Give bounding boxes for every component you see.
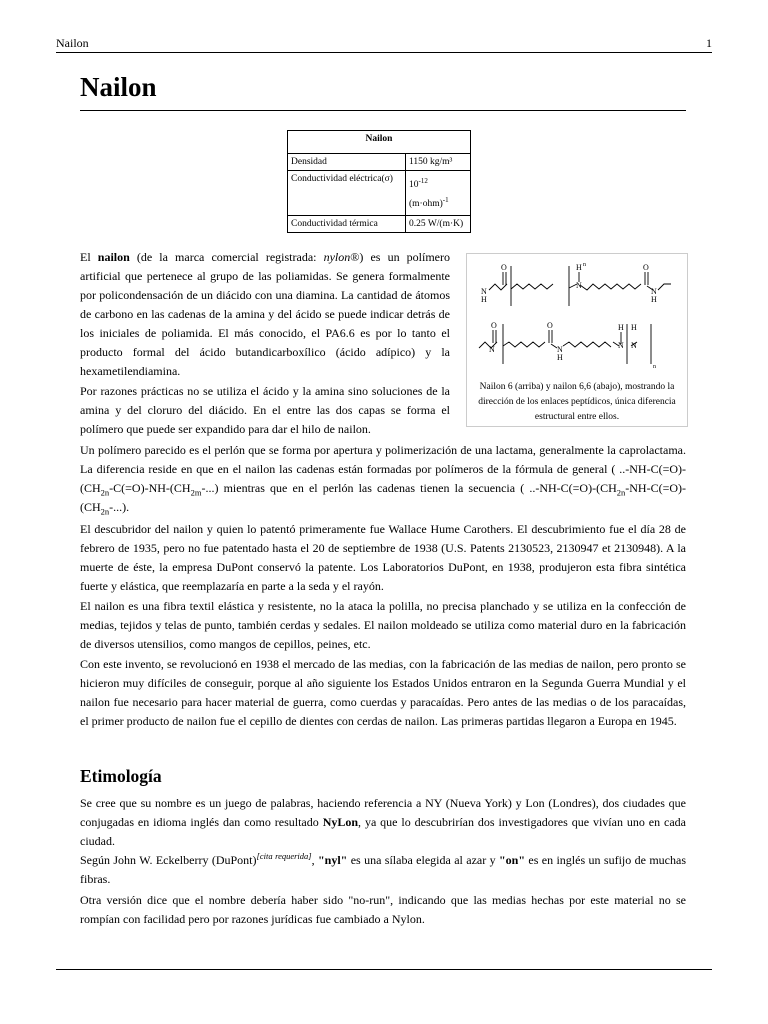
footer-rule: [56, 969, 712, 970]
subscript: n: [621, 487, 626, 498]
value-base: 10: [409, 180, 419, 191]
subscript: n: [104, 487, 110, 498]
subscript: 2: [100, 506, 105, 517]
infobox-label: Conductividad térmica: [288, 216, 406, 233]
infobox-label: Densidad: [288, 154, 406, 171]
infobox-value: [406, 171, 471, 216]
figure-caption: Nailon 6 (arriba) y nailon 6,6 (abajo), mostrando la dirección de los enlaces peptídicos, única diferencia estructural entre ellos.: [478, 382, 676, 422]
text-run: -...) mientras que en el perlón las cadenas tienen la secuencia ( ..-NH-C(=O)-(CH: [201, 481, 617, 495]
atom-label: O: [547, 321, 553, 330]
paragraph-discovery: El descubridor del nailon y quien lo patentó primeramente fue Wallace Hume Carothers. El descubrimiento fue el día 28 de febrero de 1935, pero no fue patentado hasta el 20 de septiembre de 1938 (U.S. Patents 2130523, 2130947 et 2130948). A la muerte de éste, la empresa DuPont conservó la patente. Los Laboratorios DuPont, en 1938, produjeron esta fibra sintética fuerte y elástica, que reemplazaría en parte a la seda y el rayón.: [80, 522, 686, 593]
atom-label: O: [643, 263, 649, 272]
infobox-row: [288, 216, 471, 233]
subscript: 2: [190, 487, 195, 498]
section-heading-etymology: Etimología: [80, 766, 162, 786]
atom-label: N: [651, 287, 657, 296]
bold-term: "nyl": [317, 853, 348, 867]
value-unit: (m·ohm): [409, 199, 443, 210]
atom-label: N: [631, 341, 637, 350]
atom-label: N: [618, 341, 624, 350]
value-exponent: -12: [418, 177, 428, 185]
subscript: n: [104, 506, 110, 517]
atom-label: H: [651, 295, 657, 304]
value-unit-exponent: -1: [442, 196, 449, 205]
article-title: Nailon: [80, 72, 157, 102]
text-run: ®) es un polímero artificial que pertenece al grupo de las poliamidas. Se genera formalmente por policondensación de un diácido con una diamina. La cantidad de átomos de carbono en las cadenas de la amina y del ácido se puede indicar detrás de los iniciales de poliamida. El más conocido, el PA6.6 es por lo tanto el producto formal del ácido butandicarboxílico (ácido adípico) y la hexametilendiamina.: [80, 250, 450, 378]
paragraph-etymology-1: [80, 794, 686, 851]
paragraph-history: Con este invento, se revolucionó en 1938 el mercado de las medias, con la fabricación de las medias de nailon, pero pronto se hicieron muy difíciles de conseguir, porque al año siguiente los Estados Unidos entraron en la Segunda Guerra Mundial y el nailon fue necesario para hacer material de guerra, como cuerdas y paracaídas. Pero antes de las medias o de los paracaídas, el primer producto de nailon fue el cepillo de dientes con cerdas de nailon. Las primeras partidas llegaron a Europa en 1945.: [80, 657, 686, 728]
text-run: Se cree que su nombre es un juego de palabras, haciendo referencia a NY (Nueva York) y Lon (Londres), dos ciudades que conjugadas en idioma inglés dan como resultado: [80, 796, 686, 829]
paragraph-perlon: [80, 441, 686, 517]
bold-term: NyLon: [322, 815, 359, 829]
atom-label: O: [491, 321, 497, 330]
text-run: -NH-C(=O)-(CH: [80, 481, 686, 514]
infobox: [287, 130, 471, 233]
running-title: Nailon: [56, 36, 89, 50]
atom-label: N: [489, 345, 495, 354]
bold-term: nailon: [97, 250, 130, 264]
bold-term: "on": [499, 853, 525, 867]
page-number: 1: [706, 36, 712, 50]
atom-label: N: [576, 281, 582, 290]
nylon-structures-diagram: [473, 258, 681, 380]
structure-figure: [466, 253, 688, 427]
text-run: , ya que lo descubrirían dos investigadores que vivían uno en cada ciudad.: [80, 815, 687, 848]
text-run: El: [80, 250, 98, 264]
subscript-n: n: [583, 262, 586, 268]
subscript: 2: [616, 487, 621, 498]
text-run: -C(=O)-NH-(CH: [109, 481, 191, 495]
title-rule: [80, 110, 686, 111]
header-rule: [56, 52, 712, 53]
subscript: m: [194, 487, 202, 498]
infobox-label: Conductividad eléctrica(σ): [288, 171, 406, 216]
text-run: Según John W. Eckelberry (DuPont): [80, 853, 257, 867]
paragraph-etymology-3: Otra versión dice que el nombre debería haber sido "no-run", indicando que las medias hechas por este material no se rompían con facilidad pero por razones jurídicas fue cambiado a Nylon.: [80, 893, 686, 926]
running-header: [56, 36, 712, 52]
atom-label: H: [481, 295, 487, 304]
text-run: es en inglés un sufijo de muchas fibras.: [80, 853, 686, 886]
infobox-row: [288, 171, 471, 216]
text-run: es una sílaba elegida al azar y: [347, 853, 499, 867]
paragraph-etymology-2: [80, 851, 686, 889]
infobox-value: 0.25 W/(m·K): [406, 216, 471, 233]
text-run: ,: [311, 853, 318, 867]
paragraph-intro: [80, 248, 450, 381]
text-run: (de la marca comercial registrada:: [129, 250, 324, 264]
italic-term: nylon: [323, 250, 351, 264]
infobox-value: 1150 kg/m³: [406, 154, 471, 171]
infobox-row: [288, 154, 471, 171]
atom-label: N: [557, 345, 563, 354]
atom-label: H: [557, 353, 563, 362]
paragraph-process: Por razones prácticas no se utiliza el ácido y la amina sino soluciones de la amina y del cloruro del diácido. En el entre las dos capas se forma el polímero que puede ser expandido para dar el hilo de nailon.: [80, 384, 450, 436]
citation-needed-link[interactable]: [cita requerida]: [256, 851, 312, 861]
infobox-title: Nailon: [288, 131, 471, 154]
atom-label: H: [618, 323, 624, 332]
text-run: Un polímero parecido es el perlón que se forma por apertura y polimerización de una lactama, generalmente la caprolactama. La diferencia reside en que en el nailon las cadenas están formadas por polímeros de la fórmula de general ( ..-NH-C(=O)-(CH: [80, 443, 686, 495]
atom-label: H: [631, 323, 637, 332]
atom-label: H: [576, 263, 582, 272]
paragraph-uses: El nailon es una fibra textil elástica y resistente, no la ataca la polilla, no precisa planchado y se utiliza en la confección de medias, tejidos y telas de punto, también cerdas y sedales. El nailon moldeado se utiliza como material duro en la fabricación de diversos utensilios, como mangos de cepillos, peines, etc.: [80, 599, 686, 651]
subscript-n: n: [653, 364, 656, 370]
subscript: 2: [100, 487, 105, 498]
text-run: -...).: [109, 500, 130, 514]
atom-label: N: [481, 287, 487, 296]
atom-label: O: [501, 263, 507, 272]
